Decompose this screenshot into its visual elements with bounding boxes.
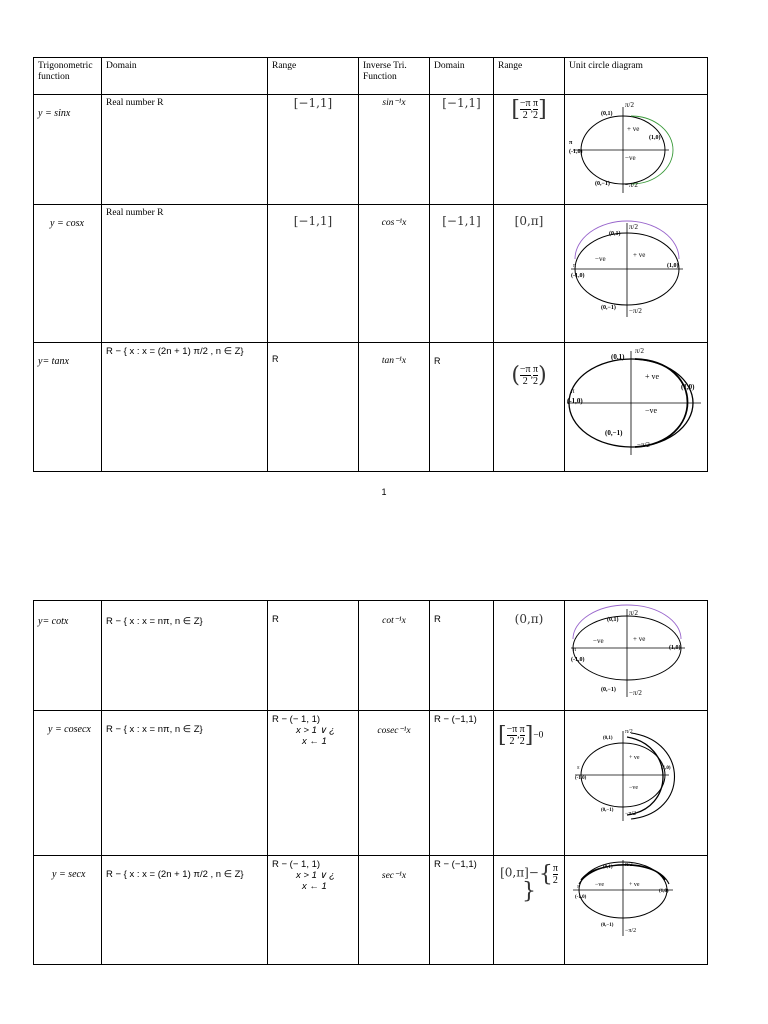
domain-cell: R − { x : x = nπ, n ∈ Z} bbox=[102, 601, 268, 711]
diagram-cell bbox=[565, 601, 708, 711]
inverse-range-cell: [0,π]−{ $\frac{\pi}{2}$ } bbox=[494, 856, 565, 965]
function-cell: y= cotx bbox=[34, 601, 102, 711]
label-neg-half-pi: −π/2 bbox=[629, 689, 642, 697]
label-left-point: (-1,0) bbox=[567, 397, 583, 405]
label-negative: −ve bbox=[629, 785, 639, 791]
range-cell: R − (− 1, 1) x > 1 ∨ ¿ x ← 1 bbox=[268, 856, 359, 965]
inverse-domain-cell: [−1,1] bbox=[430, 95, 494, 205]
label-right-point: (1,0) bbox=[669, 645, 681, 651]
diagram-cell bbox=[565, 95, 708, 205]
label-positive: + ve bbox=[633, 635, 646, 643]
label-bottom-point: (0,−1) bbox=[595, 181, 610, 187]
label-pi: π bbox=[573, 263, 577, 269]
unit-circle-sin bbox=[565, 95, 707, 198]
label-half-pi: π/2 bbox=[635, 347, 644, 355]
label-pi: π bbox=[577, 885, 580, 890]
table-row bbox=[34, 343, 708, 472]
inverse-cell: cosec⁻¹x bbox=[359, 711, 430, 856]
label-positive: + ve bbox=[627, 125, 640, 133]
range-cell: R − (− 1, 1) x > 1 ∨ ¿ x ← 1 bbox=[268, 711, 359, 856]
label-top-point: (0,1) bbox=[609, 231, 621, 237]
inverse-cell: cos⁻¹x bbox=[359, 205, 430, 343]
label-positive: + ve bbox=[629, 882, 640, 888]
unit-circle-cosec bbox=[565, 711, 707, 849]
label-negative: −ve bbox=[645, 406, 658, 415]
inverse-range-cell: ( $\frac{-\pi}{2}$ , $\frac{\pi}{2}$ ) bbox=[494, 343, 565, 472]
label-positive: + ve bbox=[645, 372, 660, 381]
page-number: 1 bbox=[381, 487, 387, 497]
label-right-point: (1,0) bbox=[667, 263, 679, 269]
label-top-point: (0,1) bbox=[603, 736, 613, 741]
label-neg-half-pi: −π/2 bbox=[629, 307, 642, 315]
header-domain: Domain bbox=[102, 58, 268, 95]
inverse-range-cell: [0,π] bbox=[494, 205, 565, 343]
label-half-pi: π/2 bbox=[625, 729, 633, 735]
label-half-pi: π/2 bbox=[629, 223, 638, 231]
label-neg-half-pi: −π/2 bbox=[625, 811, 637, 817]
diagram-cell bbox=[565, 856, 708, 965]
label-bottom-point: (0,−1) bbox=[605, 429, 623, 437]
label-neg-half-pi: −π/2 bbox=[625, 928, 637, 934]
header-inverse-domain: Domain bbox=[430, 58, 494, 95]
inverse-domain-cell: [−1,1] bbox=[430, 205, 494, 343]
domain-cell: R − { x : x = nπ, n ∈ Z} bbox=[102, 711, 268, 856]
diagram-cell bbox=[565, 343, 708, 472]
inverse-domain-cell: R bbox=[430, 343, 494, 472]
inverse-domain-cell: R − (−1,1) bbox=[430, 856, 494, 965]
function-cell: y = sinx bbox=[34, 95, 102, 205]
label-negative: −ve bbox=[593, 637, 604, 645]
label-left-point: (-1,0) bbox=[571, 657, 585, 663]
header-diagram: Unit circle diagram bbox=[565, 58, 708, 95]
label-left-point: (-1,0) bbox=[571, 273, 585, 279]
range-cell: [−1,1] bbox=[268, 205, 359, 343]
unit-circle-cos bbox=[565, 205, 707, 336]
range-cell: [−1,1] bbox=[268, 95, 359, 205]
label-top-point: (0,1) bbox=[611, 353, 625, 361]
label-positive: + ve bbox=[633, 251, 646, 259]
range-cell: R bbox=[268, 343, 359, 472]
unit-circle-tan bbox=[565, 343, 707, 465]
trig-table-page-1 bbox=[33, 57, 708, 472]
label-right-point: (1,0) bbox=[661, 766, 671, 771]
label-negative: −ve bbox=[595, 882, 605, 888]
unit-circle-cot bbox=[565, 601, 707, 704]
table-row bbox=[34, 601, 708, 711]
label-pi: π bbox=[569, 140, 573, 146]
unit-circle-sec bbox=[565, 856, 707, 958]
label-half-pi: π/2 bbox=[629, 609, 638, 617]
label-right-point: (1,0) bbox=[681, 383, 695, 391]
label-top-point: (0,1) bbox=[603, 865, 613, 870]
diagram-cell bbox=[565, 205, 708, 343]
label-neg-half-pi: −π/2 bbox=[637, 441, 650, 449]
label-bottom-point: (0,−1) bbox=[601, 305, 616, 311]
label-left-point: (-1,0) bbox=[575, 895, 587, 900]
label-top-point: (0,1) bbox=[601, 111, 613, 117]
label-pi: π bbox=[571, 387, 575, 395]
label-right-point: (1,0) bbox=[649, 135, 661, 141]
domain-cell: R − { x : x = (2n + 1) π/2 , n ∈ Z} bbox=[102, 856, 268, 965]
table-row bbox=[34, 856, 708, 965]
inverse-domain-cell: R − (−1,1) bbox=[430, 711, 494, 856]
inverse-cell: cot⁻¹x bbox=[359, 601, 430, 711]
inverse-range-cell: [ $\frac{-\pi}{2}$ , $\frac{\pi}{2}$ ]−0 bbox=[494, 711, 565, 856]
label-negative: −ve bbox=[595, 255, 606, 263]
inverse-cell: sin⁻¹x bbox=[359, 95, 430, 205]
inverse-domain-cell: R bbox=[430, 601, 494, 711]
diagram-cell bbox=[565, 711, 708, 856]
label-half-pi: π/2 bbox=[625, 862, 633, 868]
header-range: Range bbox=[268, 58, 359, 95]
inverse-range-cell: (0,π) bbox=[494, 601, 565, 711]
label-half-pi: π/2 bbox=[625, 101, 634, 109]
label-pi: π bbox=[577, 766, 580, 771]
label-neg-half-pi: −π/2 bbox=[625, 181, 638, 189]
label-right-point: (1,0) bbox=[659, 889, 669, 894]
domain-cell: Real number R bbox=[102, 95, 268, 205]
header-inverse: Inverse Tri. Function bbox=[359, 58, 430, 95]
domain-cell: Real number R bbox=[102, 205, 268, 343]
function-cell: y = secx bbox=[34, 856, 102, 965]
inverse-cell: tan⁻¹x bbox=[359, 343, 430, 472]
label-positive: + ve bbox=[629, 755, 640, 761]
inverse-range-cell: [ $\frac{-\pi}{2}$ , $\frac{\pi}{2}$ ] bbox=[494, 95, 565, 205]
label-negative: −ve bbox=[625, 154, 636, 162]
label-top-point: (0,1) bbox=[607, 617, 619, 623]
function-cell: y= tanx bbox=[34, 343, 102, 472]
trig-table-page-2 bbox=[33, 600, 708, 965]
function-cell: y = cosx bbox=[34, 205, 102, 343]
table-row bbox=[34, 711, 708, 856]
inverse-cell: sec⁻¹x bbox=[359, 856, 430, 965]
range-cell: R bbox=[268, 601, 359, 711]
header-inverse-range: Range bbox=[494, 58, 565, 95]
table-row bbox=[34, 95, 708, 205]
header-row bbox=[34, 58, 708, 95]
label-left-point: (-1,0) bbox=[569, 149, 583, 155]
label-bottom-point: (0,−1) bbox=[601, 687, 616, 693]
label-pi: π bbox=[573, 647, 577, 653]
domain-cell: R − { x : x = (2n + 1) π/2 , n ∈ Z} bbox=[102, 343, 268, 472]
label-bottom-point: (0,−1) bbox=[601, 923, 614, 928]
table-row bbox=[34, 205, 708, 343]
function-cell: y = cosecx bbox=[34, 711, 102, 856]
header-function: Trigonometric function bbox=[34, 58, 102, 95]
label-bottom-point: (0,−1) bbox=[601, 808, 614, 813]
label-left-point: (-1,0) bbox=[575, 776, 587, 781]
